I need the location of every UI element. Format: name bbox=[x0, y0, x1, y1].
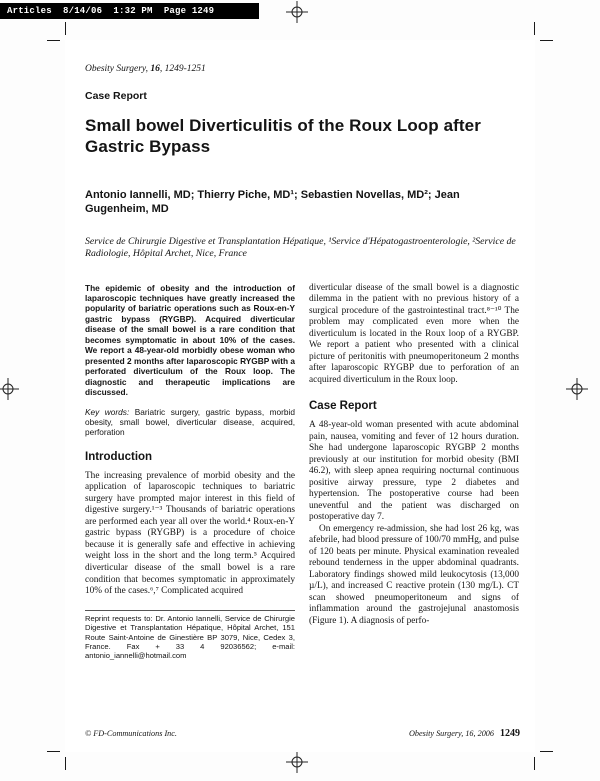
left-column bbox=[85, 283, 295, 661]
registration-mark-bottom bbox=[286, 751, 308, 773]
case-report-heading: Case Report bbox=[309, 400, 377, 413]
crop-mark-bottom-right-vertical bbox=[534, 757, 535, 770]
registration-mark-left bbox=[0, 378, 19, 400]
crop-mark-bottom-left-horizontal bbox=[47, 751, 60, 752]
case-paragraph-1: A 48-year-old woman presented with acute abdominal pain, nausea, vomiting and fever of 12 hours duration. She had undergone laparoscopic RYGBP 2 months previously at our institution for morbid obesity (BMI 46.2), with sleep apnea requiring nocturnal continuous positive airway pressure, type 2 diabetes and hypertension. The postoperative course had been uneventful and the patient was discharged on postoperative day 7. bbox=[309, 420, 519, 523]
journal-citation-prefix: Obesity Surgery, bbox=[85, 64, 151, 74]
introduction-paragraph: The increasing prevalence of morbid obesity and the application of laparoscopic techniques to bariatric surgery have prompted major interest in this field of digestive surgery.¹⁻³ Thousands of bariatric operations are performed each year all over the world.⁴ Roux-en-Y gastric bypass (RYGBP) is a procedure of choice because it is generally safe and effective in achieving weight loss in the short and the long term.⁵ Acquired diverticular disease of the small bowel is a rare condition that becomes symptomatic in approximately 10% of the cases.⁶,⁷ Complicated acquired bbox=[85, 470, 295, 597]
article-page bbox=[65, 40, 535, 752]
crop-mark-top-right-vertical bbox=[534, 22, 535, 35]
footer-journal-info bbox=[409, 728, 520, 739]
section-label: Case Report bbox=[85, 90, 147, 102]
two-column-body bbox=[85, 283, 520, 661]
journal-citation bbox=[85, 64, 520, 74]
print-job-text: Articles 8/14/06 1:32 PM Page 1249 bbox=[7, 6, 215, 16]
abstract-paragraph: The epidemic of obesity and the introduction of laparoscopic techniques have greatly increased the popularity of bariatric operations such as Roux-en-Y gastric bypass (RYGBP). Acquired diverticular disease of the small bowel is a rare condition that becomes symptomatic in about 10% of the cases. We report a 48-year-old morbidly obese woman who presented 2 months after laparoscopic RYGBP with a perforated diverticulum of the Roux loop. The diagnostic and therapeutic implications are discussed. bbox=[85, 282, 295, 398]
crop-mark-top-left-horizontal bbox=[47, 40, 60, 41]
registration-mark-top bbox=[286, 1, 308, 23]
case-paragraph-2: On emergency re-admission, she had lost 26 kg, was afebrile, had blood pressure of 100/70 mmHg, and pulse of 120 beats per minute. Physical examination revealed rebound tenderness in the upper abdominal quadrants. Laboratory findings showed mild leukocytosis (13,000 µ/L), and increased C reactive protein (130 mg/L). CT scan showed pneumoperitoneum and signs of inflammation around the gastrojejunal anastomosis (Figure 1). A diagnosis of perfo- bbox=[309, 523, 519, 626]
reprint-footnote: Reprint requests to: Dr. Antonio Iannelli, Service de Chirurgie Digestive et Transplantation Hépatique, Hôpital Archet, 151 Route Saint-Antoine de Ginestière BP 3079, Nice, Cedex 3, France. Fax + 33 4 92036562; e-mail: antonio_iannelli@hotmail.com bbox=[85, 610, 295, 661]
crop-mark-bottom-left-vertical bbox=[65, 757, 66, 770]
author-list: Antonio Iannelli, MD; Thierry Piche, MD¹; Sebastien Novellas, MD²; Jean Gugenheim, MD bbox=[85, 188, 460, 215]
print-job-header bbox=[0, 3, 259, 19]
keywords-label: Key words: bbox=[85, 406, 130, 417]
page-footer bbox=[85, 728, 520, 739]
crop-mark-bottom-right-horizontal bbox=[540, 751, 553, 752]
keywords-text: Bariatric surgery, gastric bypass, morbid obesity, small bowel, diverticular disease, acquired, perforation bbox=[85, 406, 295, 437]
introduction-heading: Introduction bbox=[85, 450, 153, 463]
article-title: Small bowel Diverticulitis of the Roux Loop after Gastric Bypass bbox=[85, 116, 481, 157]
crop-mark-top-right-horizontal bbox=[540, 40, 553, 41]
journal-volume: 16 bbox=[150, 64, 160, 74]
continuation-paragraph: diverticular disease of the small bowel is a diagnostic dilemma in the patient with no previous history of a surgical procedure of the gastrointestinal tract.⁸⁻¹⁰ The problem may complicated even more when the diverticulum is located in the Roux loop of a RYGBP. We report a patient who presented with a clinical picture of peritonitis with pneumoperitoneum 2 months after laparoscopic RYGBP due to perforation of an acquired diverticulum in the Roux loop. bbox=[309, 282, 519, 385]
page-content bbox=[65, 40, 535, 661]
footer-copyright: © FD-Communications Inc. bbox=[85, 729, 177, 738]
affiliation-list: Service de Chirurgie Digestive et Transplantation Hépatique, ¹Service d'Hépatogastroenterologie, ²Service de Radiologie, Hôpital Archet, Nice, France bbox=[85, 236, 516, 260]
journal-citation-suffix: , 1249-1251 bbox=[159, 64, 206, 74]
footer-journal-text: Obesity Surgery, 16, 2006 bbox=[409, 729, 494, 738]
registration-mark-right bbox=[566, 378, 588, 400]
footer-page-number: 1249 bbox=[500, 728, 520, 739]
keywords-line bbox=[85, 407, 295, 437]
crop-mark-top-left-vertical bbox=[65, 22, 66, 35]
right-column bbox=[309, 283, 519, 661]
